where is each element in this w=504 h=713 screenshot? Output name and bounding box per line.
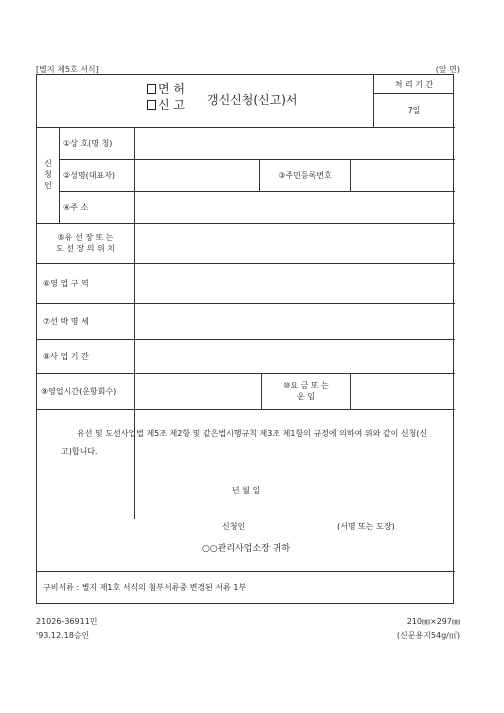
applicant-group-label: 신청인: [43, 158, 53, 192]
id-number-field[interactable]: [351, 159, 454, 191]
processing-value: 7일: [407, 106, 421, 115]
representative-label: ②성명(대표자): [63, 170, 116, 180]
checkbox-report[interactable]: [147, 100, 156, 110]
location-label: ⑤유 선 장 또 는 도 선 장 의 위 치: [55, 233, 116, 253]
checkbox-license[interactable]: [147, 84, 156, 94]
paper-type: (신문용지54g/㎡): [396, 631, 460, 640]
ship-details-field[interactable]: [135, 303, 454, 339]
statement-text: 유선 및 도선사업법 제5조 제2항 및 같은법시행규칙 제3조 제1항의 규정에 의하여 위와 같이 신청(신고)합니다.: [61, 429, 428, 456]
applicant-sign-label: 신청인: [222, 522, 246, 531]
address-label: ④주 소: [63, 202, 89, 212]
business-period-field[interactable]: [135, 339, 454, 373]
form-number: [별지 제5호 서식]: [36, 65, 99, 74]
approval-date: '93.12.18승인: [36, 631, 90, 640]
address-field[interactable]: [135, 191, 454, 223]
paper-size: 210㎜×297㎜: [406, 617, 460, 626]
business-period-label: ⑧사 업 기 간: [43, 351, 89, 361]
representative-field[interactable]: [135, 159, 259, 191]
title-options: [147, 81, 185, 113]
fare-label: ⑩요 금 또 는 운 임: [283, 381, 329, 401]
processing-label: 처 리 기 간: [394, 79, 434, 89]
date-line: 년 월 일: [231, 486, 261, 495]
option-license: 면 허: [158, 82, 185, 96]
option-report: 신 고: [158, 98, 185, 112]
required-documents: 구비서류 : 별지 제1호 서식의 첨부서류중 변경된 서류 1부: [43, 583, 247, 592]
recipient: ○○관리사업소장 귀하: [201, 544, 291, 554]
business-hours-label: ⑨영업시간(운항회수): [41, 386, 117, 396]
business-area-field[interactable]: [135, 263, 454, 303]
id-number-label: ③주민등록번호: [278, 170, 332, 180]
name-field[interactable]: [135, 127, 454, 159]
page-side: (앞 면): [435, 65, 460, 74]
form-title: 갱신신청(신고)서: [207, 93, 298, 107]
ship-details-label: ⑦선 박 명 세: [43, 316, 89, 326]
application-form: [36, 74, 454, 604]
signature-note: (서명 또는 도장): [337, 522, 395, 531]
business-area-label: ⑥영 업 구 역: [43, 278, 89, 288]
fare-field[interactable]: [351, 373, 454, 409]
name-label: ①상 호(명 칭): [63, 138, 113, 148]
business-hours-field[interactable]: [135, 373, 261, 409]
form-code: 21026-36911민: [36, 617, 98, 626]
location-field[interactable]: [135, 223, 454, 263]
